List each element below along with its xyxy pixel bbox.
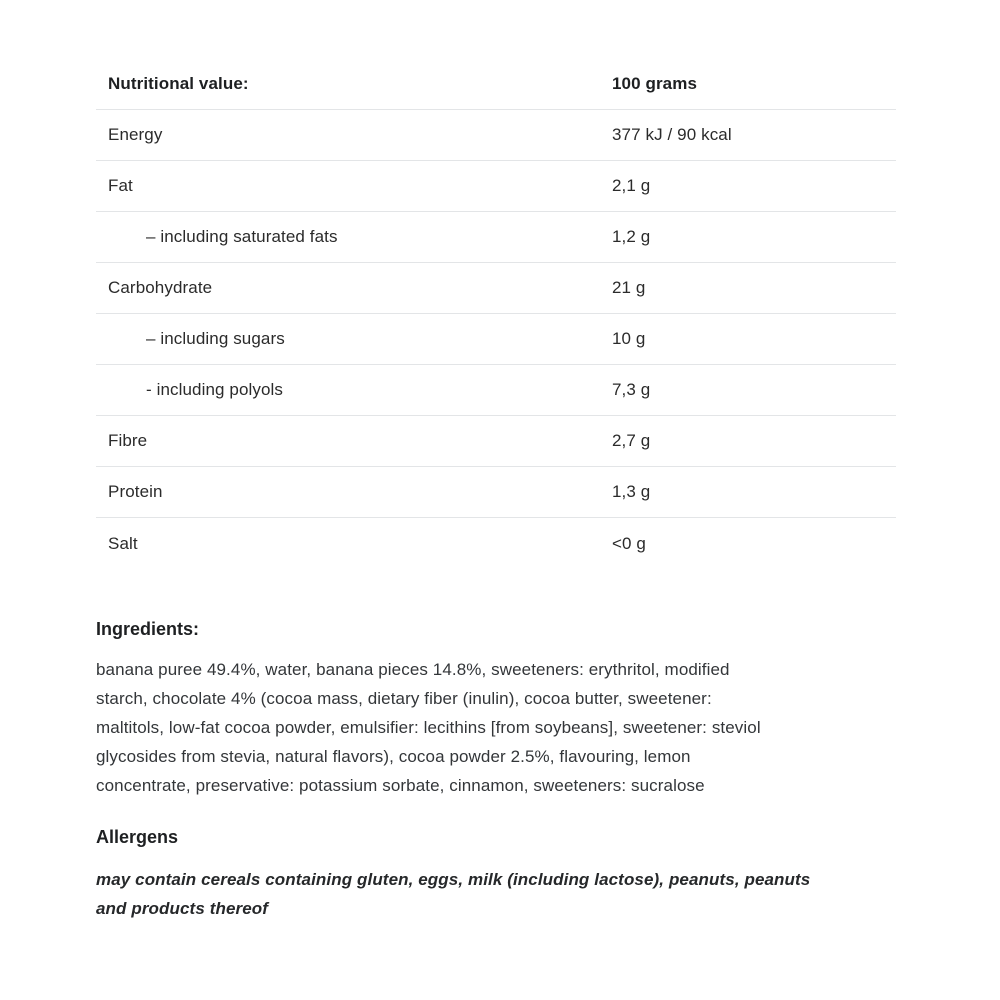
table-row-salt xyxy=(96,518,896,569)
row-value: 1,2 g xyxy=(612,227,651,246)
table-row-fat xyxy=(96,161,896,212)
row-value: 377 kJ / 90 kcal xyxy=(612,125,732,144)
ingredients-line: concentrate, preservative: potassium sorbate, cinnamon, sweeteners: sucralose xyxy=(96,776,705,795)
ingredients-line: maltitols, low-fat cocoa powder, emulsifier: lecithins [from soybeans], sweetener: steviol xyxy=(96,718,761,737)
row-value: 1,3 g xyxy=(612,482,651,501)
row-label: Fat xyxy=(108,176,133,195)
nutrition-header-value: 100 grams xyxy=(612,74,698,93)
row-label: Carbohydrate xyxy=(108,278,213,297)
row-value: 2,1 g xyxy=(612,176,651,195)
row-label: – including sugars xyxy=(146,329,285,348)
row-label: Protein xyxy=(108,482,163,501)
row-value: <0 g xyxy=(612,533,646,553)
table-row-polyols xyxy=(96,365,896,416)
row-value: 2,7 g xyxy=(612,431,651,450)
ingredients-line: banana puree 49.4%, water, banana pieces 14.8%, sweeteners: erythritol, modified xyxy=(96,660,730,679)
allergens-text xyxy=(96,865,896,923)
row-label: - including polyols xyxy=(146,380,284,399)
table-row-fibre xyxy=(96,416,896,467)
ingredients-heading: Ingredients: xyxy=(96,619,200,639)
table-row-saturated-fats xyxy=(96,212,896,263)
table-row-carbohydrate xyxy=(96,263,896,314)
nutrition-table-header xyxy=(96,59,896,110)
table-row-sugars xyxy=(96,314,896,365)
allergens-line: may contain cereals containing gluten, eggs, milk (including lactose), peanuts, peanuts xyxy=(96,870,811,889)
row-label: Fibre xyxy=(108,431,148,450)
row-label: Salt xyxy=(108,533,138,553)
allergens-heading: Allergens xyxy=(96,827,179,847)
nutrition-section xyxy=(96,59,896,923)
row-label: – including saturated fats xyxy=(146,227,338,246)
table-row-protein xyxy=(96,467,896,518)
row-label: Energy xyxy=(108,125,163,144)
ingredients-line: glycosides from stevia, natural flavors), cocoa powder 2.5%, flavouring, lemon xyxy=(96,747,691,766)
row-value: 21 g xyxy=(612,278,646,297)
row-value: 7,3 g xyxy=(612,380,651,399)
nutrition-header-label: Nutritional value: xyxy=(108,74,249,93)
table-row-energy xyxy=(96,110,896,161)
nutrition-table xyxy=(96,59,896,569)
row-value: 10 g xyxy=(612,329,646,348)
ingredients-line: starch, chocolate 4% (cocoa mass, dietary fiber (inulin), cocoa butter, sweetener: xyxy=(96,689,712,708)
allergens-line: and products thereof xyxy=(96,899,269,918)
ingredients-text xyxy=(96,655,896,800)
